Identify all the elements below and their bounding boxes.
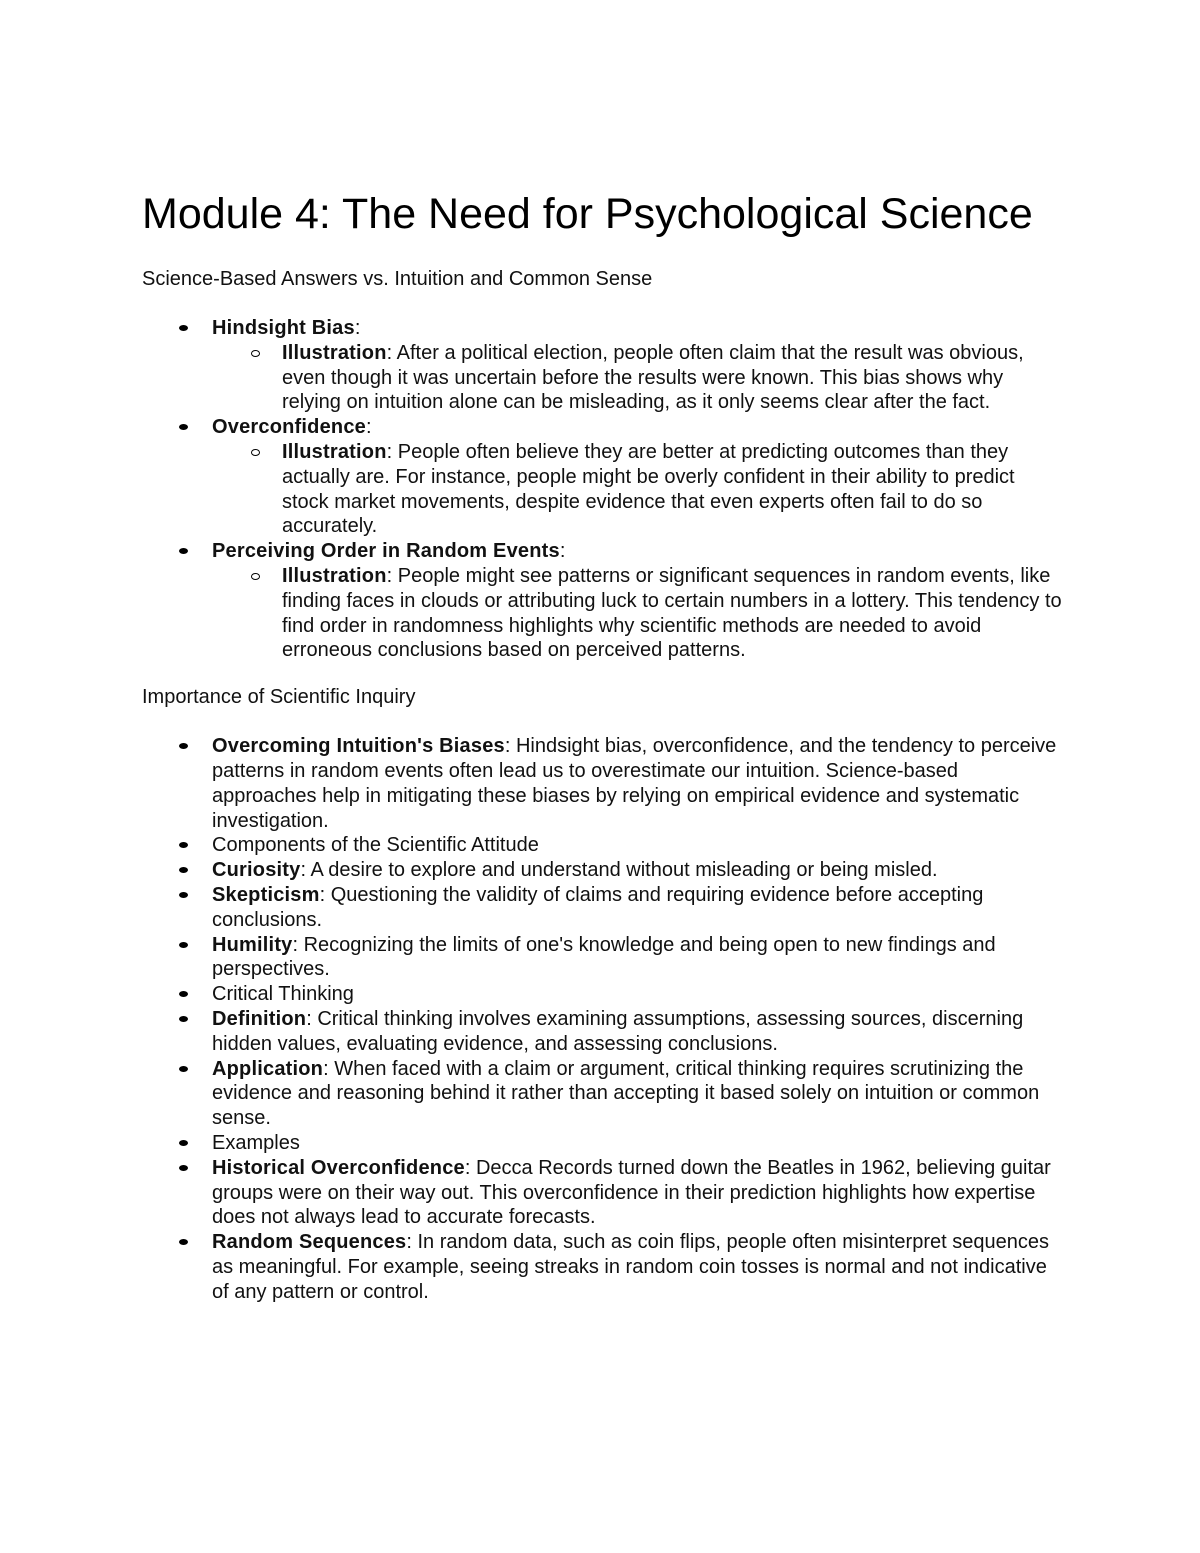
term: Illustration: [282, 341, 387, 364]
item-text: : A desire to explore and understand without misleading or being misled.: [300, 859, 938, 882]
term: Application: [212, 1057, 324, 1080]
section-heading-science-vs-intuition: Science-Based Answers vs. Intuition and Common Sense: [142, 268, 653, 290]
inquiry-list: [142, 734, 1062, 1304]
item-text: : Recognizing the limits of one's knowledge and being open to new findings and perspectives.: [212, 933, 996, 981]
list-item: [142, 982, 1062, 1007]
term: Historical Overconfidence: [212, 1156, 465, 1179]
term: Skepticism: [212, 883, 320, 906]
item-text: : Hindsight bias, overconfidence, and the tendency to perceive patterns in random events often lead us to overestimate our intuition. Science-based approaches help in mitigating these biases by relying on empirical evidence and systematic investigation.: [212, 735, 1057, 832]
list-item: [142, 858, 1062, 883]
term: Perceiving Order in Random Events: [212, 540, 560, 563]
term: Curiosity: [212, 859, 301, 882]
item-text: : People often believe they are better at predicting outcomes than they actually are. For instance, people might be overly confident in their ability to predict stock market movements, despite evidence that even experts often fail to do so accurately.: [282, 440, 1015, 538]
item-text: Components of the Scientific Attitude: [212, 834, 539, 857]
term: Humility: [212, 933, 293, 956]
list-item: [142, 883, 1062, 933]
term: Overconfidence: [212, 416, 366, 439]
list-item: [142, 1156, 1062, 1230]
list-item-hindsight-bias: Hindsight Bias: Illustration: After a political election, people often claim that the result was obvious, even though it was uncertain before the results were known. This bias shows why relying on intuition alone can be misleading, as it only seems clear after the fact.: [142, 316, 1062, 415]
item-text: : Critical thinking involves examining assumptions, assessing sources, discerning hidden values, evaluating evidence, and assessing conclusions.: [212, 1007, 1024, 1055]
item-text: Examples: [212, 1131, 300, 1154]
term: Random Sequences: [212, 1231, 407, 1254]
list-item: [142, 1057, 1062, 1131]
list-item: [142, 933, 1062, 983]
list-item: [142, 1131, 1062, 1156]
sub-list: [212, 341, 1062, 415]
list-item-overconfidence: Overconfidence: Illustration: People often believe they are better at predicting outcomes than they actually are. For instance, people might be overly confident in their ability to predict stock market movements, despite evidence that even experts often fail to do so accurately.: [142, 415, 1062, 539]
term: Hindsight Bias: [212, 317, 355, 339]
sub-list: [212, 564, 1062, 663]
list-item: [142, 1230, 1062, 1304]
document-page: [142, 188, 1062, 1304]
item-text: : Decca Records turned down the Beatles in 1962, believing guitar groups were on their way out. This overconfidence in their prediction highlights how expertise does not always lead to accurate forecasts.: [212, 1156, 1051, 1229]
section-heading-scientific-inquiry: Importance of Scientific Inquiry: [142, 686, 416, 709]
item-text: : Questioning the validity of claims and requiring evidence before accepting conclusions.: [212, 883, 984, 931]
item-text: : In random data, such as coin flips, people often misinterpret sequences as meaningful. For example, seeing streaks in random coin tosses is normal and not indicative of any pattern or control.: [212, 1231, 1049, 1303]
sub-list: [212, 440, 1062, 539]
list-item-perceiving-order: Perceiving Order in Random Events: Illustration: People might see patterns or significant sequences in random events, like finding faces in clouds or attributing luck to certain numbers in a lottery. This tendency to find order in randomness highlights why scientific methods are needed to avoid erroneous conclusions based on perceived patterns.: [142, 539, 1062, 663]
sub-list-item-illustration: [212, 341, 1062, 415]
term: Illustration: [282, 564, 387, 587]
sub-list-item-illustration: [212, 440, 1062, 539]
item-text: Critical Thinking: [212, 983, 354, 1006]
list-item: [142, 1007, 1062, 1057]
list-item: [142, 833, 1062, 858]
item-text: : People might see patterns or significant sequences in random events, like finding faces in clouds or attributing luck to certain numbers in a lottery. This tendency to find order in randomness highlights why scientific methods are needed to avoid erroneous conclusions based on perceived patterns.: [282, 564, 1062, 662]
term: Definition: [212, 1007, 307, 1030]
item-text: : After a political election, people often claim that the result was obvious, even though it was uncertain before the results were known. This bias shows why relying on intuition alone can be misleading, as it only seems clear after the fact.: [282, 341, 1024, 414]
page-title: Module 4: The Need for Psychological Science: [142, 190, 1033, 238]
term: Overcoming Intuition's Biases: [212, 735, 505, 758]
term: Illustration: [282, 440, 387, 463]
list-item: [142, 734, 1062, 833]
sub-list-item-illustration: [212, 564, 1062, 663]
bias-list: [142, 316, 1062, 663]
item-text: : When faced with a claim or argument, critical thinking requires scrutinizing the evidence and reasoning behind it rather than accepting it based solely on intuition or common sense.: [212, 1057, 1040, 1130]
